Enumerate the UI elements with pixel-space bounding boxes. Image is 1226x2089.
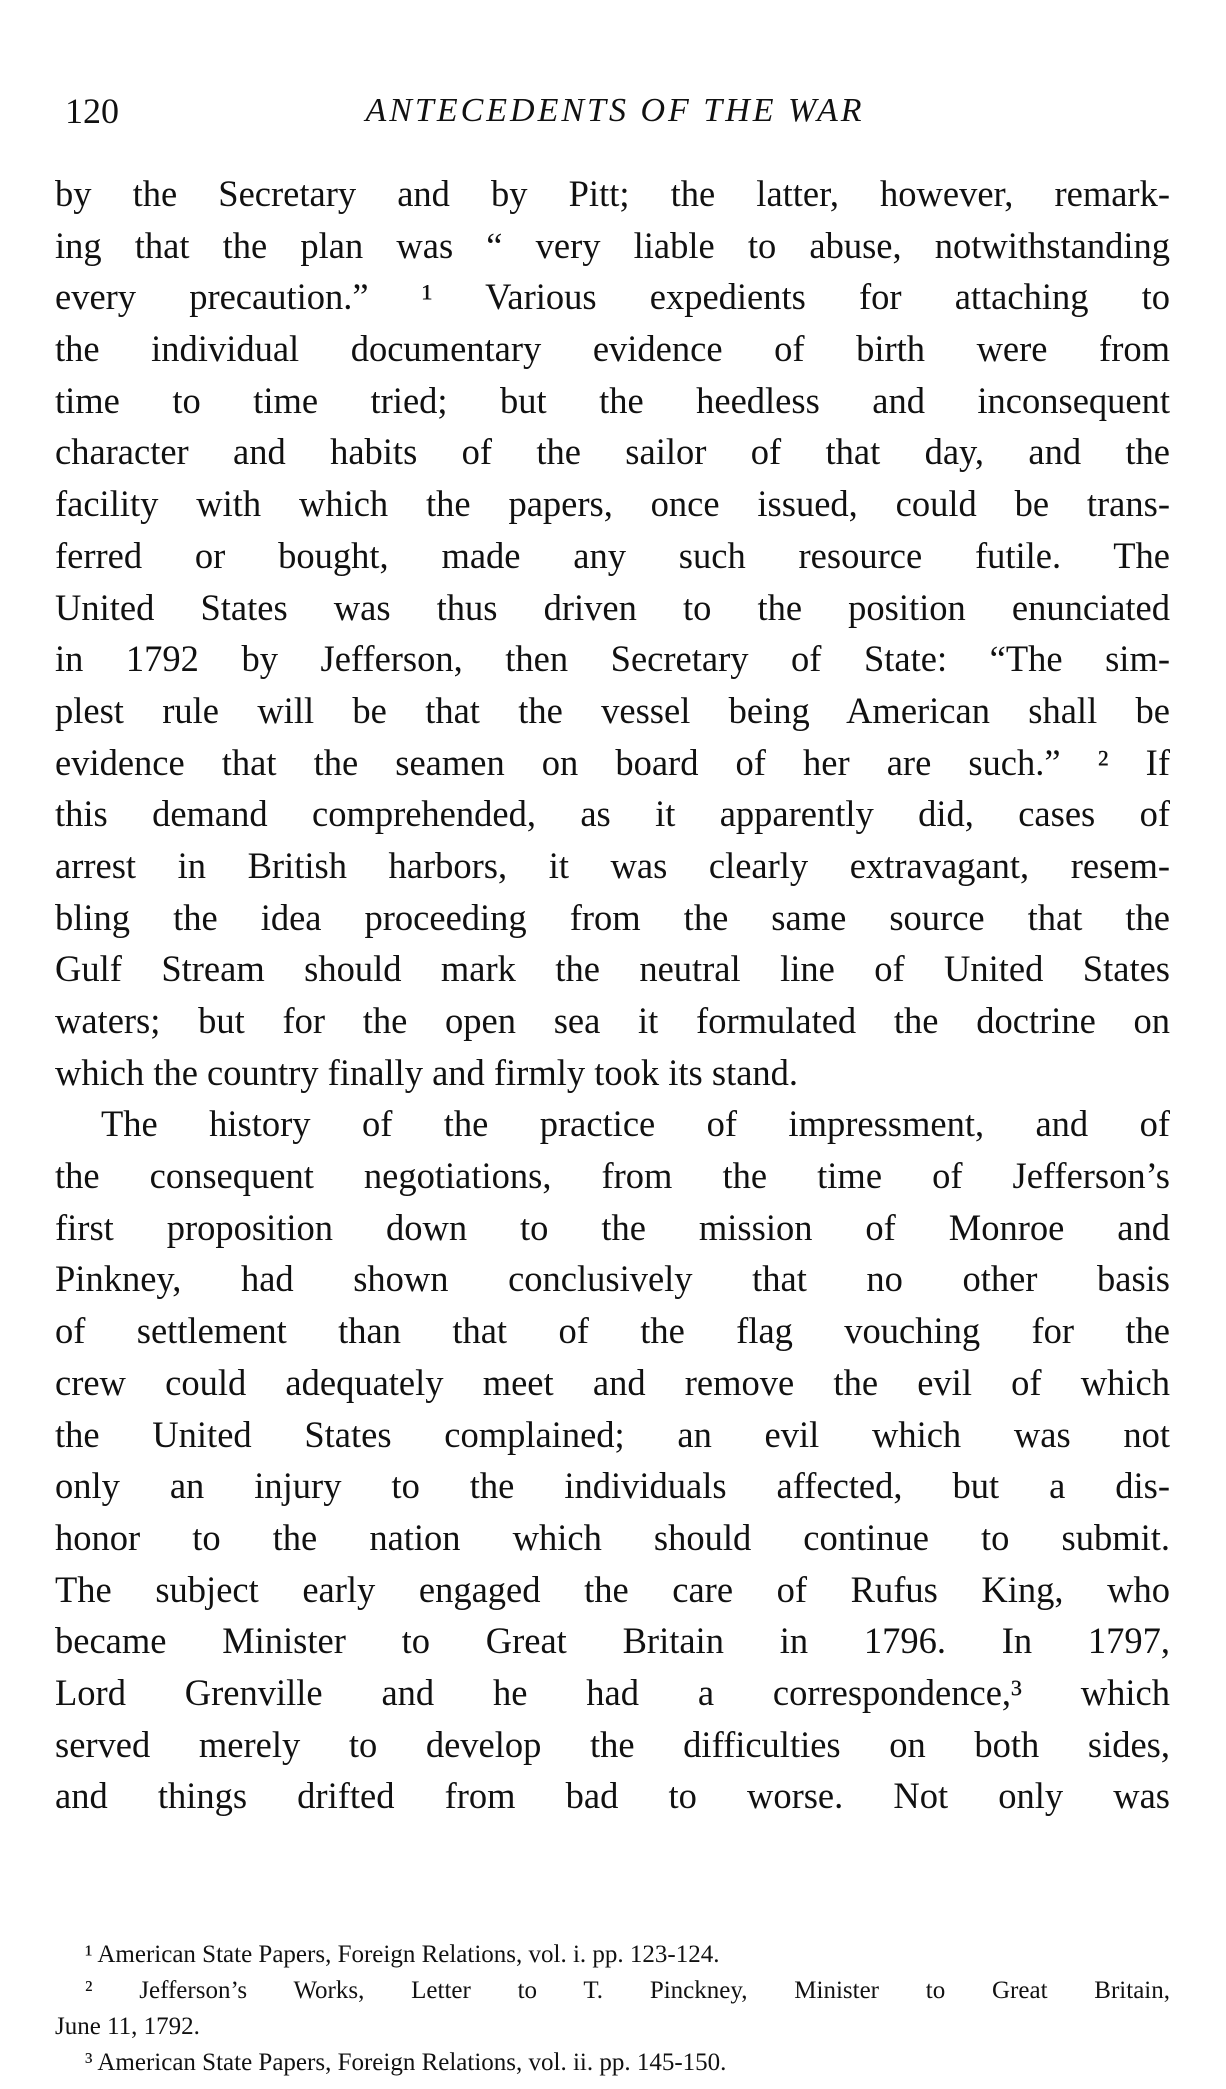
text-line: first proposition down to the mission of Monroe and xyxy=(55,1206,1170,1248)
text-line: Gulf Stream should mark the neutral line of United States xyxy=(55,948,1170,990)
paragraph-start-line: The history of the practice of impressment, and of xyxy=(101,1103,1170,1145)
text-line: became Minister to Great Britain in 1796. In 1797, xyxy=(55,1620,1170,1662)
footnotes xyxy=(55,1937,1170,2081)
footnote-1: ¹ American State Papers, Foreign Relations, vol. i. pp. 123-124. xyxy=(85,1941,720,1968)
text-line: served merely to develop the difficulties on both sides, xyxy=(55,1723,1170,1765)
text-line: crew could adequately meet and remove the evil of which xyxy=(55,1361,1170,1403)
paragraph-end-line: which the country finally and firmly took its stand. xyxy=(55,1051,799,1093)
text-line: evidence that the seamen on board of her are such.” ² If xyxy=(55,741,1170,783)
text-line: The subject early engaged the care of Rufus King, who xyxy=(55,1568,1170,1610)
text-line: only an injury to the individuals affected, but a dis- xyxy=(55,1465,1170,1507)
text-line: the individual documentary evidence of birth were from xyxy=(55,328,1170,370)
page-number: 120 xyxy=(65,91,119,131)
footnote-2: ² Jefferson’s Works, Letter to T. Pinckney, Minister to Great Britain, xyxy=(85,1977,1170,2004)
text-line: honor to the nation which should continue to submit. xyxy=(55,1516,1170,1558)
text-line: this demand comprehended, as it apparently did, cases of xyxy=(55,793,1170,835)
text-line: ing that the plan was “ very liable to abuse, notwithstanding xyxy=(55,224,1170,266)
text-line: time to time tried; but the heedless and inconsequent xyxy=(55,379,1170,421)
text-line: of settlement than that of the flag vouching for the xyxy=(55,1310,1170,1352)
text-line: United States was thus driven to the position enunciated xyxy=(55,586,1170,628)
text-line: waters; but for the open sea it formulated the doctrine on xyxy=(55,1000,1170,1041)
text-line: in 1792 by Jefferson, then Secretary of State: “The sim- xyxy=(55,638,1170,680)
text-line: ferred or bought, made any such resource futile. The xyxy=(55,534,1170,576)
text-line: character and habits of the sailor of that day, and the xyxy=(55,431,1170,473)
text-line: Pinkney, had shown conclusively that no other basis xyxy=(55,1258,1170,1300)
text-line: and things drifted from bad to worse. Not only was xyxy=(55,1775,1170,1817)
text-line: plest rule will be that the vessel being American shall be xyxy=(55,689,1170,731)
text-line: arrest in British harbors, it was clearly extravagant, resem- xyxy=(55,844,1170,886)
body-text xyxy=(55,168,1170,1822)
text-line: facility with which the papers, once issued, could be trans- xyxy=(55,483,1170,525)
running-title: ANTECEDENTS OF THE WAR xyxy=(365,92,865,129)
text-line: the United States complained; an evil which was not xyxy=(55,1413,1170,1455)
text-line: the consequent negotiations, from the time of Jefferson’s xyxy=(55,1155,1170,1197)
text-line: every precaution.” ¹ Various expedients for attaching to xyxy=(55,276,1170,318)
footnote-2-continuation: June 11, 1792. xyxy=(55,2013,200,2040)
text-line: Lord Grenville and he had a correspondence,³ which xyxy=(55,1671,1170,1713)
running-head xyxy=(55,86,1175,136)
text-line: bling the idea proceeding from the same source that the xyxy=(55,896,1170,938)
footnote-3: ³ American State Papers, Foreign Relations, vol. ii. pp. 145-150. xyxy=(85,2049,727,2076)
text-line: by the Secretary and by Pitt; the latter, however, remark- xyxy=(55,173,1170,214)
